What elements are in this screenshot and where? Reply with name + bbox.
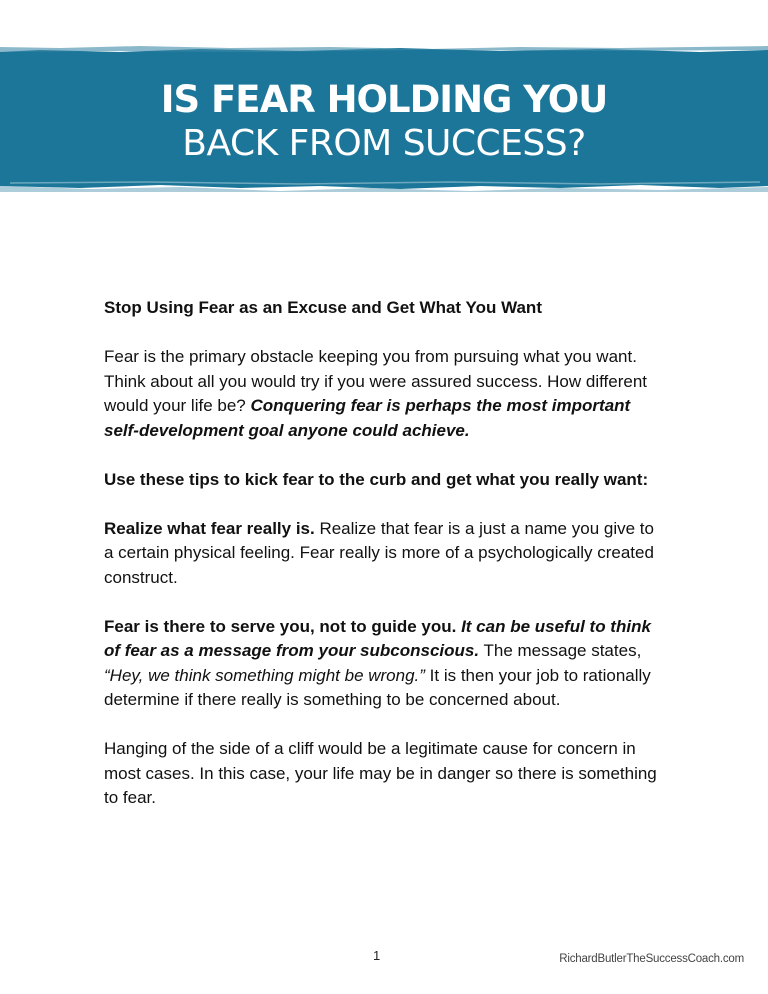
article-heading: Stop Using Fear as an Excuse and Get What You Want [104,298,542,317]
article-body [104,296,664,835]
intro-emphasis: Conquering fear is perhaps the most important self-development goal anyone could achieve. [104,396,631,440]
footer-website: RichardButlerTheSuccessCoach.com [559,953,744,965]
tip-2-quote: “Hey, we think something might be wrong.” [104,665,425,685]
tip-1-text: Realize that fear is a just a name you give to a certain physical feeling. Fear really is more of a psychologically created construct. [104,518,654,587]
intro-paragraph [104,345,664,443]
tip-1-paragraph [104,517,664,591]
banner-title-line-1: IS FEAR HOLDING YOU [160,78,608,121]
tip-2-text-a: The message states, [479,641,642,660]
cliff-paragraph: Hanging of the side of a cliff would be a legitimate cause for concern in most cases. In this case, your life may be in danger so there is something to fear. [104,739,657,807]
tip-2-text-b: It is then your job to rationally determine if there really is something to be concerned about. [104,665,651,709]
tip-2-paragraph [104,615,664,713]
banner-title-line-2: BACK FROM SUCCESS? [182,123,586,164]
title-banner [0,46,768,192]
tip-1-title: Realize what fear really is. [104,518,315,538]
page-number: 1 [373,948,381,963]
tip-2-emphasis: It can be useful to think of fear as a message from your subconscious. [104,616,651,660]
intro-text: Fear is the primary obstacle keeping you from pursuing what you want. Think about all you would try if you were assured success. How different would your life be? [104,347,648,415]
tip-2-title: Fear is there to serve you, not to guide you. [104,616,457,636]
tips-intro: Use these tips to kick fear to the curb and get what you really want: [104,469,649,489]
